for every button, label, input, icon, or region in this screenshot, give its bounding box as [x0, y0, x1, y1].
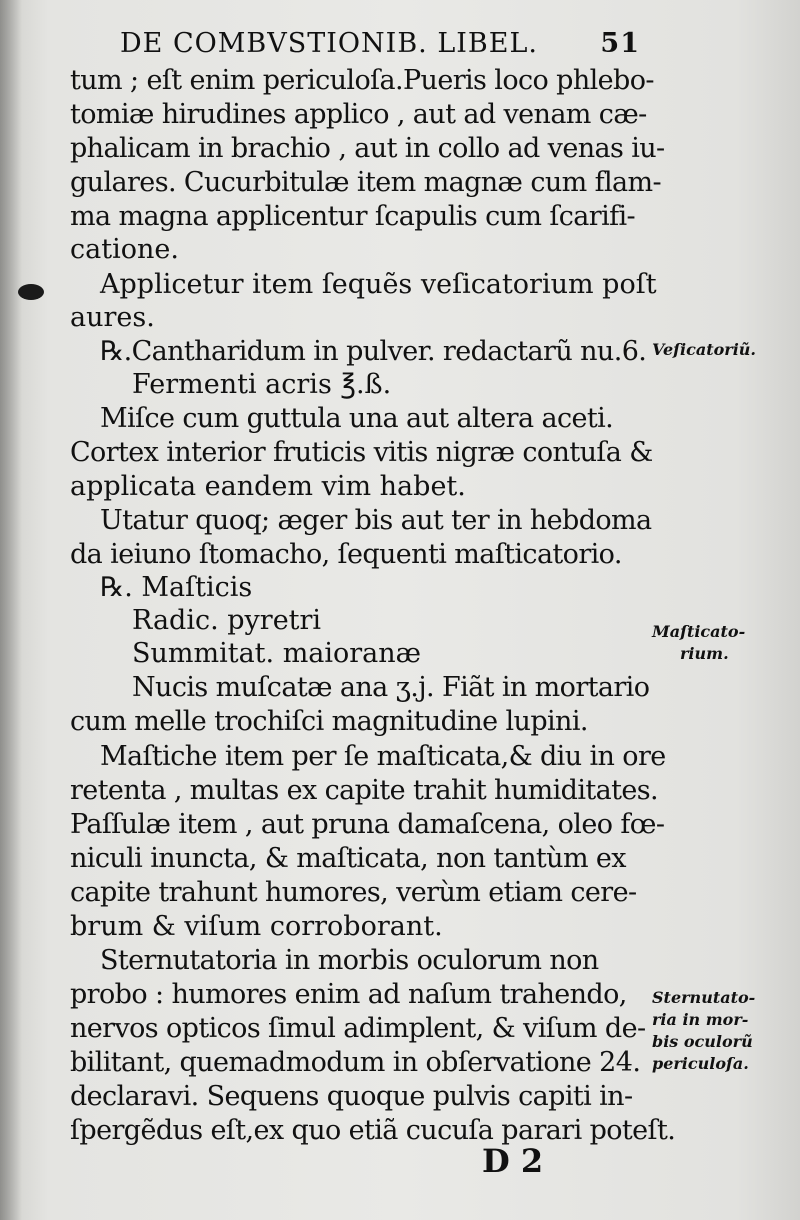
text-line: capite trahunt humores, verùm etiam cere-	[70, 877, 637, 908]
text-line: bilitant, quemadmodum in obſervatione 24.	[70, 1047, 641, 1078]
text-line: Miſce cum guttula una aut altera aceti.	[100, 403, 614, 434]
margin-note-sternutatoria: bis oculorũ	[652, 1032, 753, 1051]
binding-shadow	[0, 0, 22, 1220]
text-line: declaravi. Sequens quoque pulvis capiti in-	[70, 1081, 633, 1112]
text-line: Maſtiche item per ſe maſticata,& diu in ore	[100, 741, 666, 772]
margin-note-sternutatoria: periculoſa.	[652, 1054, 749, 1073]
text-line: aures.	[70, 302, 155, 333]
margin-note-masticatorium: Maſticato-	[652, 622, 746, 641]
text-line: Nucis muſcatæ ana ʒ.j. Fiãt in mortario	[132, 672, 650, 703]
text-line: phalicam in brachio , aut in collo ad venas iu-	[70, 133, 665, 164]
text-line: niculi inuncta, & maſticata, non tantùm ex	[70, 843, 626, 874]
text-line: brum & viſum corroborant.	[70, 911, 443, 942]
running-title: DE COMBVSTIONIB. LIBEL.	[120, 28, 538, 59]
ink-blot	[18, 284, 44, 300]
text-line: Radic. pyretri	[132, 605, 322, 636]
text-line: probo : humores enim ad naſum trahendo,	[70, 979, 627, 1010]
signature-mark: D 2	[482, 1142, 544, 1180]
folio-number: 51	[600, 28, 640, 59]
margin-note-masticatorium: rium.	[680, 644, 729, 663]
text-line: ſpergẽdus eſt,ex quo etiã cucuſa parari poteſt.	[70, 1115, 676, 1146]
text-line: nervos opticos ſimul adimplent, & viſum de-	[70, 1013, 646, 1044]
text-line: tomiæ hirudines applico , aut ad venam cæ-	[70, 99, 647, 130]
text-line: ℞.Cantharidum in pulver. redactarũ nu.6.	[100, 336, 647, 367]
text-line: ℞. Maſticis	[100, 572, 253, 603]
text-line: catione.	[70, 234, 179, 265]
text-line: Applicetur item ſequẽs veſicatorium poſt	[100, 269, 657, 300]
text-line: tum ; eſt enim periculoſa.Pueris loco phlebo-	[70, 65, 654, 96]
text-line: ma magna applicentur ſcapulis cum ſcarifi-	[70, 201, 636, 232]
text-line: Fermenti acris ℥.ß.	[132, 369, 392, 400]
text-line: retenta , multas ex capite trahit humiditates.	[70, 775, 659, 806]
text-line: Paſſulæ item , aut pruna damaſcena, oleo fœ-	[70, 809, 665, 840]
margin-note-sternutatoria: ria in mor-	[652, 1010, 749, 1029]
text-line: Utatur quoq; æger bis aut ter in hebdoma	[100, 505, 652, 536]
text-line: gulares. Cucurbitulæ item magnæ cum flam-	[70, 167, 662, 198]
text-line: applicata eandem vim habet.	[70, 471, 466, 502]
text-line: Summitat. maioranæ	[132, 638, 422, 669]
text-line: Cortex interior fruticis vitis nigræ contuſa &	[70, 437, 653, 468]
text-line: Sternutatoria in morbis oculorum non	[100, 945, 599, 976]
margin-note-sternutatoria: Sternutato-	[652, 988, 756, 1007]
text-line: cum melle trochiſci magnitudine lupini.	[70, 706, 588, 737]
running-header	[120, 28, 640, 64]
margin-note-vesicatorium: Veſicatoriũ.	[652, 340, 756, 359]
text-line: da ieiuno ſtomacho, ſequenti maſticatorio.	[70, 539, 622, 570]
